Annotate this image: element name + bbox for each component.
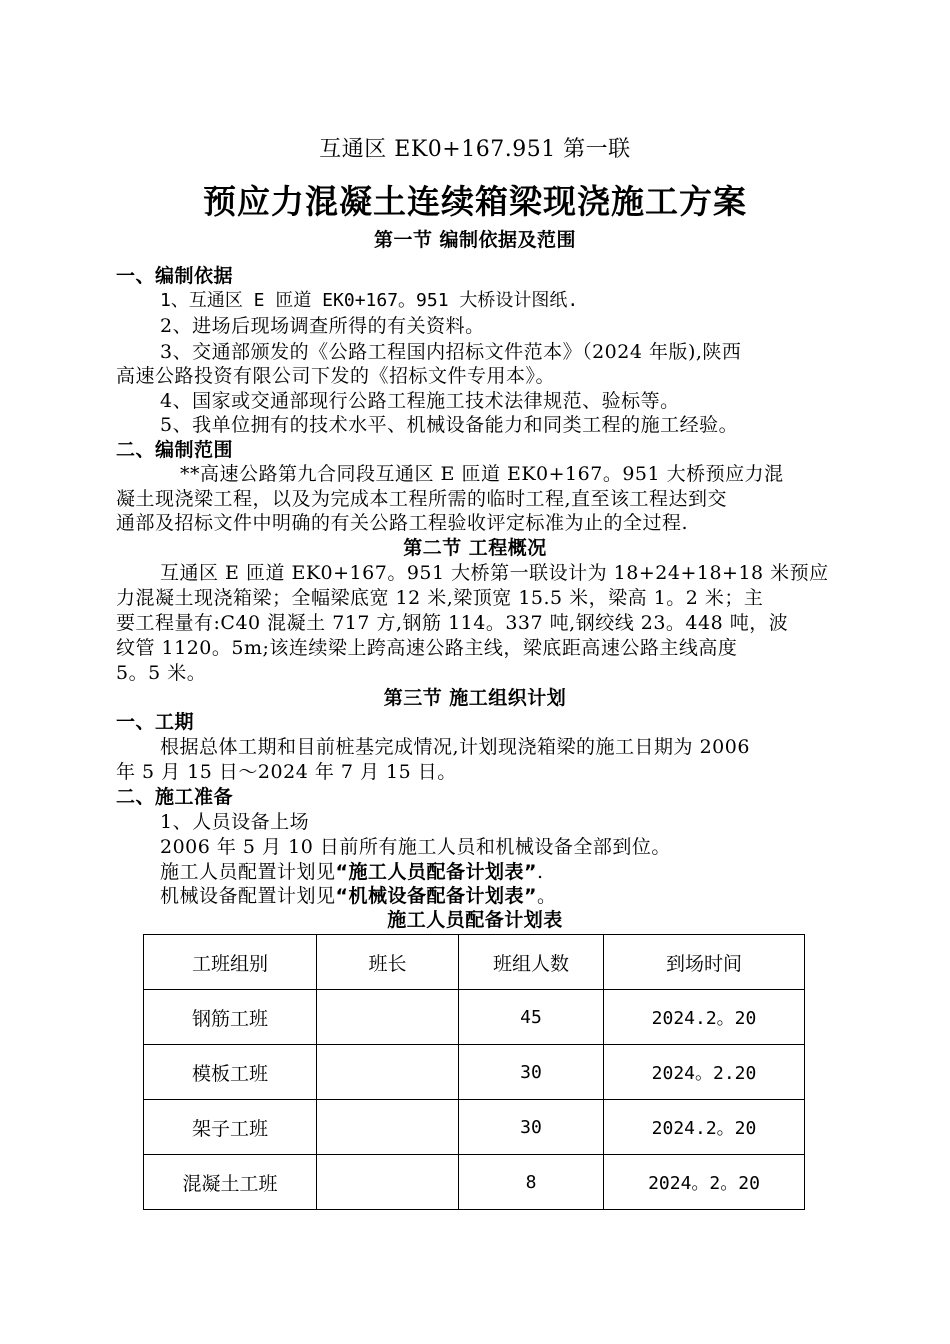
table-caption: 施工人员配备计划表 [387, 909, 563, 931]
table-row [144, 1100, 805, 1155]
prep-subheading: 1、人员设备上场 [160, 811, 310, 833]
leader-cell [317, 1100, 459, 1155]
headcount-cell: 30 [459, 1100, 604, 1155]
table-row [144, 1045, 805, 1100]
prep-line-3 [160, 884, 557, 908]
section-1-heading: 第一节 编制依据及范围 [373, 229, 577, 251]
basis-item-3: 3、交通部颁发的《公路工程国内招标文件范本》（2024 年版),陕西 [160, 341, 742, 363]
section-3-heading: 第三节 施工组织计划 [383, 687, 567, 709]
team-cell: 模板工班 [144, 1045, 317, 1100]
scope-line-3: 通部及招标文件中明确的有关公路工程验收评定标准为止的全过程. [116, 512, 689, 534]
prep-heading: 二、施工准备 [116, 786, 234, 808]
table-header-row [144, 935, 805, 990]
personnel-plan-ref: “施工人员配备计划表” [335, 861, 537, 883]
leader-cell [317, 990, 459, 1045]
period-line-2: 年 5 月 15 日～2024 年 7 月 15 日。 [116, 761, 457, 783]
document-subtitle: 互通区 EK0+167.951 第一联 [319, 137, 631, 162]
header-cell: 到场时间 [604, 935, 805, 990]
scope-line-2: 凝土现浇梁工程，以及为完成本工程所需的临时工程,直至该工程达到交 [116, 488, 728, 510]
period-line-1: 根据总体工期和目前桩基完成情况,计划现浇箱梁的施工日期为 2006 [160, 736, 750, 758]
team-cell: 钢筋工班 [144, 990, 317, 1045]
basis-heading: 一、编制依据 [116, 265, 234, 287]
team-cell: 混凝土工班 [144, 1155, 317, 1210]
prep-line-3-text: 机械设备配置计划见 [160, 885, 336, 907]
arrival-cell: 2024.2。20 [604, 1100, 805, 1155]
basis-item-2: 2、进场后现场调查所得的有关资料。 [160, 315, 485, 337]
leader-cell [317, 1045, 459, 1100]
basis-item-5: 5、我单位拥有的技术水平、机械设备能力和同类工程的施工经验。 [160, 414, 739, 436]
period-heading: 一、工期 [116, 711, 195, 733]
scope-heading: 二、编制范围 [116, 439, 234, 461]
prep-line-1: 2006 年 5 月 10 日前所有施工人员和机械设备全部到位。 [160, 836, 671, 858]
overview-line-4: 纹管 1120。5m;该连续梁上跨高速公路主线，梁底距高速公路主线高度 [116, 637, 738, 659]
overview-line-3: 要工程量有:C40 混凝土 717 方,钢筋 114。337 吨,钢绞线 23。448 吨，波 [116, 612, 789, 634]
section-2-heading: 第二节 工程概况 [403, 537, 547, 559]
basis-item-1: 1、互通区 E 匝道 EK0+167。951 大桥设计图纸. [160, 290, 579, 311]
table-row [144, 1155, 805, 1210]
arrival-cell: 2024。2.20 [604, 1045, 805, 1100]
scope-line-1: **高速公路第九合同段互通区 E 匝道 EK0+167。951 大桥预应力混 [180, 463, 784, 485]
prep-line-2 [160, 860, 544, 884]
header-cell: 班组人数 [459, 935, 604, 990]
headcount-cell: 8 [459, 1155, 604, 1210]
overview-line-5: 5。5 米。 [116, 662, 207, 684]
headcount-cell: 30 [459, 1045, 604, 1100]
arrival-cell: 2024.2。20 [604, 990, 805, 1045]
basis-item-3-cont: 高速公路投资有限公司下发的《招标文件专用本》。 [116, 365, 556, 387]
prep-line-3-end: 。 [537, 885, 557, 907]
basis-item-4: 4、国家或交通部现行公路工程施工技术法律规范、验标等。 [160, 390, 680, 412]
header-cell: 班长 [317, 935, 459, 990]
team-cell: 架子工班 [144, 1100, 317, 1155]
table-row [144, 990, 805, 1045]
document-title: 预应力混凝土连续箱梁现浇施工方案 [203, 182, 747, 221]
personnel-plan-table [143, 934, 805, 1210]
overview-line-1: 互通区 E 匝道 EK0+167。951 大桥第一联设计为 18+24+18+18 米预应 [160, 562, 829, 584]
leader-cell [317, 1155, 459, 1210]
overview-line-2: 力混凝土现浇箱梁；全幅梁底宽 12 米,梁顶宽 15.5 米，梁高 1。2 米；主 [116, 587, 764, 609]
header-cell: 工班组别 [144, 935, 317, 990]
prep-line-2-end: . [537, 861, 544, 883]
arrival-cell: 2024。2。20 [604, 1155, 805, 1210]
prep-line-2-text: 施工人员配置计划见 [160, 861, 336, 883]
equipment-plan-ref: “机械设备配备计划表” [335, 885, 537, 907]
headcount-cell: 45 [459, 990, 604, 1045]
